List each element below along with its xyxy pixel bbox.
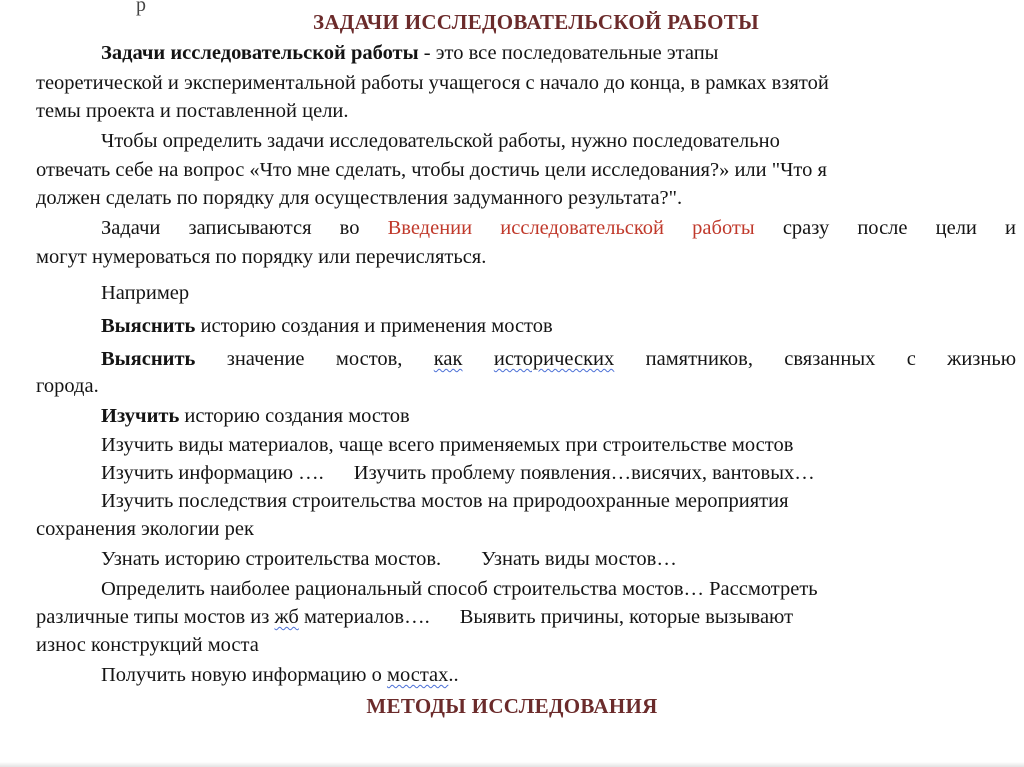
p1-term: Задачи исследовательской работы: [101, 42, 419, 64]
task-6-line2: сохранения экологии рек: [36, 518, 254, 540]
task-7b: Узнать виды мостов…: [481, 548, 677, 570]
task-1-verb: Выяснить: [101, 315, 196, 337]
p2-line3: должен сделать по порядку для осуществления задуманного результата?".: [36, 187, 683, 209]
p3-line2: могут нумероваться по порядку или перечисляться.: [36, 246, 487, 268]
task-2-tail: памятников, связанных с жизнью: [645, 348, 1017, 370]
task-8-line2: [36, 604, 793, 630]
p1-line3: темы проекта и поставленной цели.: [36, 100, 349, 122]
task-2-line2: города.: [36, 375, 99, 397]
p3-line1: [101, 215, 1016, 241]
p2-line2: отвечать себе на вопрос «Что мне сделать, чтобы достичь цели исследования?» или "Что я: [36, 159, 827, 181]
intro-section-link[interactable]: Введении исследовательской работы: [387, 217, 755, 239]
cut-off-text-fragment: р: [136, 0, 146, 16]
task-3: [101, 403, 410, 429]
task-9-underlined-word: мостах: [386, 664, 449, 686]
task-5b: Изучить проблему появления…висячих, вантовых…: [353, 462, 815, 484]
p1-line1-rest: - это все последовательные этапы: [418, 42, 719, 64]
p1-line1: [101, 40, 718, 66]
task-6-line1: Изучить последствия строительства мостов на природоохранные мероприятия: [101, 490, 789, 512]
p3-after-link: сразу после цели и: [782, 217, 1017, 239]
task-7: [101, 546, 677, 572]
task-9-a: Получить новую информацию о: [101, 664, 387, 686]
p1-line2: теоретической и экспериментальной работы учащегося с начало до конца, в рамках взятой: [36, 72, 829, 94]
heading-methods: МЕТОДЫ ИССЛЕДОВАНИЯ: [366, 694, 658, 718]
task-8-line1: Определить наиболее рациональный способ строительства мостов… Рассмотреть: [101, 578, 818, 600]
task-2-verb: Выяснить: [101, 348, 196, 370]
task-2-line1: [101, 346, 1016, 372]
task-9-b: ..: [448, 664, 459, 686]
task-1-text: историю создания и применения мостов: [195, 315, 553, 337]
p2-line1: Чтобы определить задачи исследовательской работы, нужно последовательно: [101, 130, 780, 152]
task-5: [101, 460, 815, 486]
task-1: [101, 313, 553, 339]
task-3-verb: Изучить: [101, 405, 180, 427]
task-8-line2-a: различные типы мостов из: [36, 606, 270, 628]
task-8-word-jb: жб: [274, 606, 299, 628]
task-2-mid: значение мостов,: [195, 348, 403, 370]
task-3-text: историю создания мостов: [179, 405, 410, 427]
task-8-line3: износ конструкций моста: [36, 634, 259, 656]
p3-before-link: Задачи записываются во: [101, 217, 360, 239]
task-5a: Изучить информацию ….: [101, 462, 324, 484]
task-2-word-kak: как: [433, 348, 463, 370]
task-4: Изучить виды материалов, чаще всего применяемых при строительстве мостов: [101, 434, 794, 456]
task-8-line2-c: Выявить причины, которые вызывают: [459, 606, 794, 628]
example-label: Например: [101, 282, 190, 304]
task-9: [101, 662, 459, 688]
task-7a: Узнать историю строительства мостов.: [101, 548, 442, 570]
heading-tasks: ЗАДАЧИ ИССЛЕДОВАТЕЛЬСКОЙ РАБОТЫ: [312, 10, 760, 34]
task-8-line2-b: материалов….: [298, 606, 430, 628]
page-bottom-edge: [0, 762, 1024, 767]
task-2-word-hist: исторических: [493, 348, 615, 370]
